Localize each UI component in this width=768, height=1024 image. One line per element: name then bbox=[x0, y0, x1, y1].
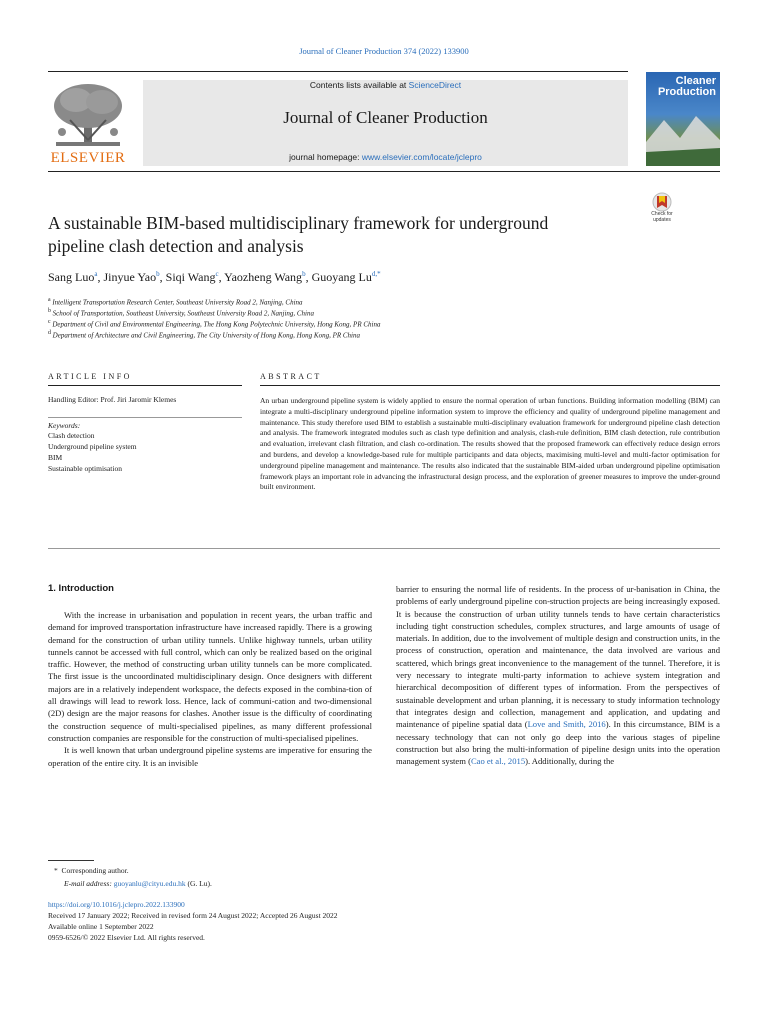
affiliation-a: $^a$ Intelligent Transportation Research Center, Southeast University Road 2, Nanjing, China bbox=[48, 297, 303, 307]
header-rule bbox=[48, 71, 628, 72]
available-online: Available online 1 September 2022 bbox=[48, 922, 154, 931]
paper-title: A sustainable BIM-based multidisciplinary framework for underground pipeline clash detection and analysis bbox=[48, 213, 549, 256]
author-affiliation-mark[interactable]: a bbox=[94, 270, 98, 278]
abstract-bottom-rule bbox=[48, 548, 720, 549]
article-info-heading: ARTICLE INFO bbox=[48, 372, 132, 381]
contents-prefix: Contents lists available at bbox=[309, 80, 409, 90]
body-column-left bbox=[48, 609, 372, 769]
author-affiliation-mark[interactable]: c bbox=[215, 270, 219, 278]
affiliation-c: $^c$ Department of Civil and Environmental Engineering, The Hong Kong Polytechnic University, Hong Kong, PR China bbox=[48, 319, 381, 329]
author-separator: , bbox=[305, 270, 312, 284]
homepage-link[interactable]: www.elsevier.com/locate/jclepro bbox=[361, 152, 482, 162]
author-name[interactable]: Sang Luo bbox=[48, 270, 95, 284]
section-heading-introduction: 1. Introduction bbox=[48, 583, 114, 594]
paragraph: It is well known that urban underground pipeline systems are imperative for ensuring the operation of the entire city. It is an invisible bbox=[48, 745, 372, 768]
journal-citation[interactable]: Journal of Cleaner Production 374 (2022) 133900 bbox=[299, 46, 469, 56]
author-affiliation-mark[interactable]: b bbox=[156, 270, 160, 278]
journal-homepage-line bbox=[143, 152, 628, 162]
author-name[interactable]: Jinyue Yao bbox=[103, 270, 157, 284]
author-separator: , bbox=[159, 270, 166, 284]
handling-editor: Handling Editor: Prof. Jiri Jaromir Klemes bbox=[48, 395, 177, 404]
author-name[interactable]: Siqi Wang bbox=[165, 270, 216, 284]
email-link[interactable]: guoyanlu@cityu.edu.hk bbox=[113, 879, 186, 888]
author-name[interactable]: Guoyang Lu bbox=[311, 270, 372, 284]
abstract-text: An urban underground pipeline system is widely applied to ensure the normal operation of urban functions. Building information modelling (BIM) can integrate a multi-disciplinary underground pipeline information system to improve the efficiency and quality of underground pipeline management and maintenance. This study therefore used BIM to establish a sustainable multi-disciplinary evaluation framework for underground pipeline clash detection and analysis. The framework integrated modules such as clash type definition and analysis, clash-rule definition, BIM clash detection, rule contribution and evaluation, irrelevant clash filtration, and clash co-ordination. The results showed that the proposed framework can effectively reduce design errors and burdens, and develop a knowledge-based rule for multiple participants and data objects, maximising multi-level and multi-factor optimisation for underground pipeline management and maintenance. The results also indicated that the sustainable BIM-aided urban underground pipeline optimisation framework plays an important role in advancing the infrastructural design process, and the exploration of greener measures to improve the under-ground built environment. bbox=[260, 396, 720, 492]
copyright: 0959-6526/© 2022 Elsevier Ltd. All rights reserved. bbox=[48, 933, 205, 942]
cover-title: Cleaner Production bbox=[657, 75, 716, 98]
keyword-item: BIM bbox=[48, 453, 63, 462]
sciencedirect-link[interactable]: ScienceDirect bbox=[408, 80, 462, 90]
received-dates: Received 17 January 2022; Received in revised form 24 August 2022; Accepted 26 August 2022 bbox=[48, 911, 338, 920]
paragraph: With the increase in urbanisation and population in recent years, the urban traffic and demand for improved transportation infrastructure have increased rapidly. There is a growing demand for the construction of urban utility tunnels. Unlike highway tunnels, urban utility tunnels cannot be accessed with full control, which can only be realized based on the original traffic. However, the method of constructing urban utility tunnels can be more complicated. The first issue is the uncoordinated multidisciplinary design. Once designers with different majors are in a relatively independent workspace, the defects exposed in the combina-tion of all drawings will lead to rework loss. Hence, lack of communi-cation and two-dimensional (2D) design are the major reasons for clashes. Another issue is the difficulty of coordinating the construction sequence of multi-specialised pipelines, as many different professional construction companies are responsible for the construction of multi-specialised pipelines. bbox=[48, 610, 372, 743]
check-for-updates-label: Check for updates bbox=[651, 211, 673, 223]
header-bottom-rule bbox=[48, 171, 720, 172]
abstract-rule bbox=[260, 385, 720, 386]
affiliation-b: $^b$ School of Transportation, Southeast University, Southeast University Road 2, Nanjing, China bbox=[48, 308, 315, 318]
author-affiliation-mark[interactable]: b bbox=[302, 270, 306, 278]
footnote-rule bbox=[48, 860, 94, 861]
journal-cover-image[interactable] bbox=[646, 72, 720, 166]
keyword-item: Clash detection bbox=[48, 431, 95, 440]
paragraph: barrier to ensuring the normal life of residents. In the process of ur-banisation in China, the problems of early underground pipeline con-struction projects are being increasingly exposed. It is because the construction of urban utility tunnels tends to have certain characteristics including tight construction schedules, complex structures, and large amounts of usage of materials. In addition, due to the involvement of multiple design and construction units, in the process of construction, operation and maintenance, the data involved are various and scattered, which brings great inconvenience to the management of the tunnel. Therefore, it is very necessary to integrate multi-party information to achieve system integration and hierarchical decomposition of different types of information. From the perspectives of sustainable development and urban planning, it is necessary to study information technology that integrates design and collection, management and application, and updating and maintenance of pipeline spatial data (Love and Smith, 2016). In this circumstance, BIM is a necessary technology that can not only go deep into the various stages of pipeline construction but also bring the multi-information of pipeline design units into the operation management system (Cao et al., 2015). Additionally, during the bbox=[396, 584, 720, 767]
homepage-prefix: journal homepage: bbox=[289, 152, 362, 162]
article-info-rule bbox=[48, 385, 242, 386]
citation-link[interactable]: Cao et al., 2015 bbox=[470, 756, 526, 767]
keywords-label: Keywords: bbox=[48, 421, 81, 430]
keyword-item: Sustainable optimisation bbox=[48, 464, 122, 473]
article-info-divider bbox=[48, 417, 242, 418]
author-separator: , bbox=[97, 270, 104, 284]
author-list bbox=[48, 270, 381, 285]
keyword-item: Underground pipeline system bbox=[48, 442, 137, 451]
citation-link[interactable]: Love and Smith, 2016 bbox=[527, 719, 606, 730]
abstract-heading: ABSTRACT bbox=[260, 372, 322, 381]
contents-available-line bbox=[143, 80, 628, 90]
author-separator: , bbox=[218, 270, 225, 284]
doi-link[interactable]: https://doi.org/10.1016/j.jclepro.2022.133900 bbox=[48, 900, 185, 909]
author-name[interactable]: Yaozheng Wang bbox=[224, 270, 303, 284]
journal-name: Journal of Cleaner Production bbox=[283, 108, 488, 127]
elsevier-wordmark: ELSEVIER bbox=[50, 150, 126, 166]
body-column-right bbox=[396, 583, 720, 767]
corresponding-author-note: * Corresponding author. bbox=[54, 866, 129, 875]
author-affiliation-mark[interactable]: d,* bbox=[371, 270, 381, 278]
email-note: E-mail address: guoyanlu@cityu.edu.hk (G. Lu). bbox=[64, 879, 212, 888]
affiliation-d: $^d$ Department of Architecture and Civil Engineering, The City University of Hong Kong, Hong Kong, PR China bbox=[48, 330, 360, 340]
